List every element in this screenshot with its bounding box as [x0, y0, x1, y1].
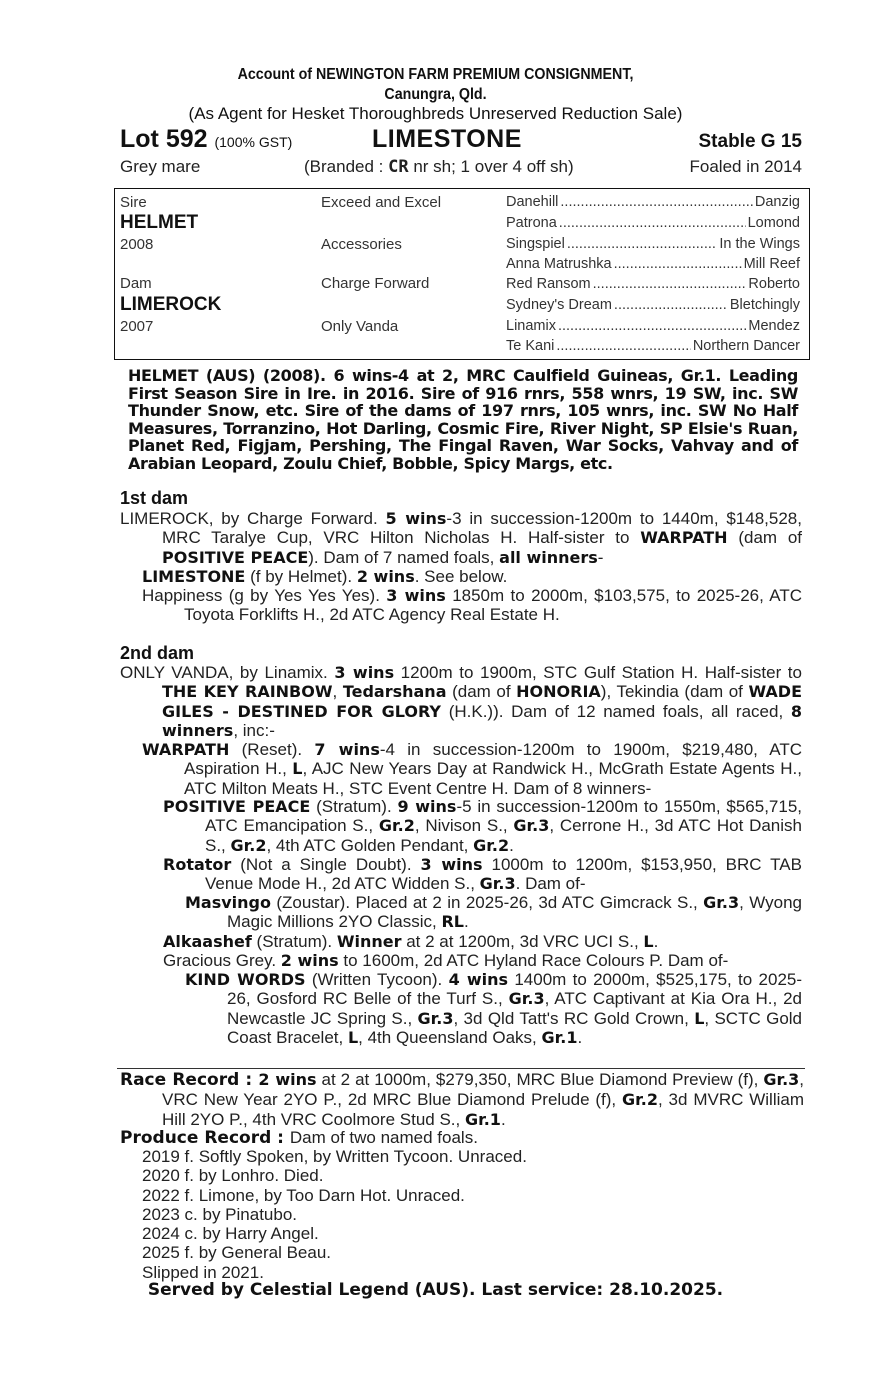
positive-peace-entry: POSITIVE PEACE (Stratum). 9 wins-5 in succession-1200m to 1550m, $565,715, ATC Emancipation S., Gr.2, Nivison S., Gr.3, Cerrone H., 3d ATC Hot Danish S., Gr.2, 4th ATC Golden Pendant, Gr.2.: [163, 797, 802, 855]
gen3-row: Sydney's Dream ..... Bletchingly: [506, 297, 800, 315]
dam-sire: Charge Forward: [321, 275, 430, 292]
rotator-entry: Rotator (Not a Single Doubt). 3 wins 1000m to 1200m, $153,950, BRC TAB Venue Mode H., 2d ATC Widden S., Gr.3. Dam of-: [163, 855, 802, 894]
horse-details: [120, 157, 802, 179]
happiness-entry: Happiness (g by Yes Yes Yes). 3 wins 1850m to 2000m, $103,575, to 2025-26, ATC Toyota Forklifts H., 2d ATC Agency Real Estate H.: [142, 586, 802, 625]
served-by-note: Served by Celestial Legend (AUS). Last service: 28.10.2025.: [147, 1280, 724, 1300]
gen3-row: Te Kani ..... Northern Dancer: [506, 338, 800, 356]
sire-name: HELMET: [120, 212, 199, 233]
dam-label: Dam: [120, 275, 152, 292]
horse-description: Grey mare: [120, 157, 201, 176]
produce-item: Slipped in 2021.: [142, 1263, 264, 1282]
gen3-row: Danehill ..... Danzig: [506, 194, 800, 212]
sire-summary: HELMET (AUS) (2008). 6 wins-4 at 2, MRC Caulfield Guineas, Gr.1. Leading First Season Sire in Ire. in 2016. Sire of 916 rnrs, 558 wnrs, 19 SW, inc. SW Thunder Snow, etc. Sire of the dams of 197 rnrs, 105 wnrs, inc. SW No Half Measures, Torranzino, Hot Darling, Cosmic Fire, River Night, SP Elsie's Ruan, Planet Red, Figjam, Pershing, The Fingal Raven, War Socks, Vahvay and of Arabian Leopard, Zoulu Chief, Bobble, Spicy Margs, etc.: [128, 366, 798, 473]
dam-name: LIMEROCK: [120, 294, 222, 315]
stable-location: Stable G 15: [698, 131, 802, 152]
agent-line: (As Agent for Hesket Thoroughbreds Unreserved Reduction Sale): [188, 104, 683, 123]
produce-item: 2020 f. by Lonhro. Died.: [142, 1166, 324, 1185]
dam-year: 2007: [120, 318, 154, 335]
race-record: Race Record : 2 wins at 2 at 1000m, $279,350, MRC Blue Diamond Preview (f), Gr.3, VRC New Year 2YO P., 2d MRC Blue Diamond Prelude (f), Gr.2, 3d MVRC William Hill 2YO P., 4th VRC Coolmore Stud S., Gr.1.: [120, 1070, 805, 1129]
sire-label: Sire: [120, 194, 147, 211]
kind-words-entry: KIND WORDS (Written Tycoon). 4 wins 1400m to 2000m, $525,175, to 2025-26, Gosford RC Belle of the Turf S., Gr.3, ATC Captivant at Kia Ora H., 2d Newcastle JC Spring S., Gr.3, 3d Qld Tatt's RC Gold Crown, L, SCTC Gold Coast Bracelet, L, 4th Queensland Oaks, Gr.1.: [185, 970, 803, 1048]
lot-number: Lot 592 (100% GST): [120, 125, 293, 153]
sire-year: 2008: [120, 236, 154, 253]
first-dam-heading: 1st dam: [120, 488, 189, 508]
lot-row: [120, 125, 802, 157]
produce-item: 2023 c. by Pinatubo.: [142, 1205, 298, 1224]
pedigree-table: [114, 188, 810, 360]
gen3-row: Linamix ..... Mendez: [506, 318, 800, 336]
gen3-row: Patrona ..... Lomond: [506, 215, 800, 233]
warpath-entry: WARPATH (Reset). 7 wins-4 in succession-1200m to 1900m, $219,480, ATC Aspiration H., L, AJC New Years Day at Randwick H., McGrath Estate Agents H., ATC Milton Meats H., STC Event Centre H. Dam of 8 winners-: [142, 740, 802, 798]
limestone-entry: LIMESTONE (f by Helmet). 2 wins. See below.: [142, 567, 508, 586]
consignor-line: Account of NEWINGTON FARM PREMIUM CONSIGNMENT,: [237, 66, 634, 83]
second-dam-heading: 2nd dam: [120, 643, 195, 663]
produce-record: Produce Record : Dam of two named foals.: [120, 1128, 478, 1148]
brand-info: (Branded : CR nr sh; 1 over 4 off sh): [304, 157, 574, 177]
horse-name: LIMESTONE: [372, 125, 522, 153]
gen3-row: Anna Matrushka ..... Mill Reef: [506, 256, 800, 274]
produce-item: 2022 f. Limone, by Too Darn Hot. Unraced.: [142, 1186, 465, 1205]
section-divider: [117, 1068, 805, 1069]
sire-dam: Accessories: [321, 236, 402, 253]
gst-note: (100% GST): [214, 134, 293, 150]
first-dam-text: LIMEROCK, by Charge Forward. 5 wins-3 in succession-1200m to 1440m, $148,528, MRC Taralye Cup, VRC Hilton Nicholas H. Half-sister to WARPATH (dam of POSITIVE PEACE). Dam of 7 named foals, all winners-: [120, 509, 802, 567]
produce-item: 2024 c. by Harry Angel.: [142, 1224, 319, 1243]
gen3-row: Red Ransom ..... Roberto: [506, 276, 800, 294]
sire-sire: Exceed and Excel: [321, 194, 442, 211]
brand-mark: CR: [388, 157, 409, 177]
alkaashef-entry: Alkaashef (Stratum). Winner at 2 at 1200m, 3d VRC UCI S., L.: [163, 932, 659, 951]
gracious-grey-entry: Gracious Grey. 2 wins to 1600m, 2d ATC Hyland Race Colours P. Dam of-: [163, 951, 729, 970]
location-line: Canungra, Qld.: [384, 86, 487, 103]
produce-item: 2019 f. Softly Spoken, by Written Tycoon. Unraced.: [142, 1147, 527, 1166]
gen3-row: Singspiel ..... In the Wings: [506, 236, 800, 254]
masvingo-entry: Masvingo (Zoustar). Placed at 2 in 2025-26, 3d ATC Gimcrack S., Gr.3, Wyong Magic Millions 2YO Classic, RL.: [185, 893, 802, 932]
dam-dam: Only Vanda: [321, 318, 399, 335]
second-dam-text: ONLY VANDA, by Linamix. 3 wins 1200m to 1900m, STC Gulf Station H. Half-sister to THE KEY RAINBOW, Tedarshana (dam of HONORIA), Tekindia (dam of WADE GILES - DESTINED FOR GLORY (H.K.)). Dam of 12 named foals, all raced, 8 winners, inc:-: [120, 663, 803, 741]
produce-item: 2025 f. by General Beau.: [142, 1243, 332, 1262]
foaled-year: Foaled in 2014: [689, 157, 802, 176]
